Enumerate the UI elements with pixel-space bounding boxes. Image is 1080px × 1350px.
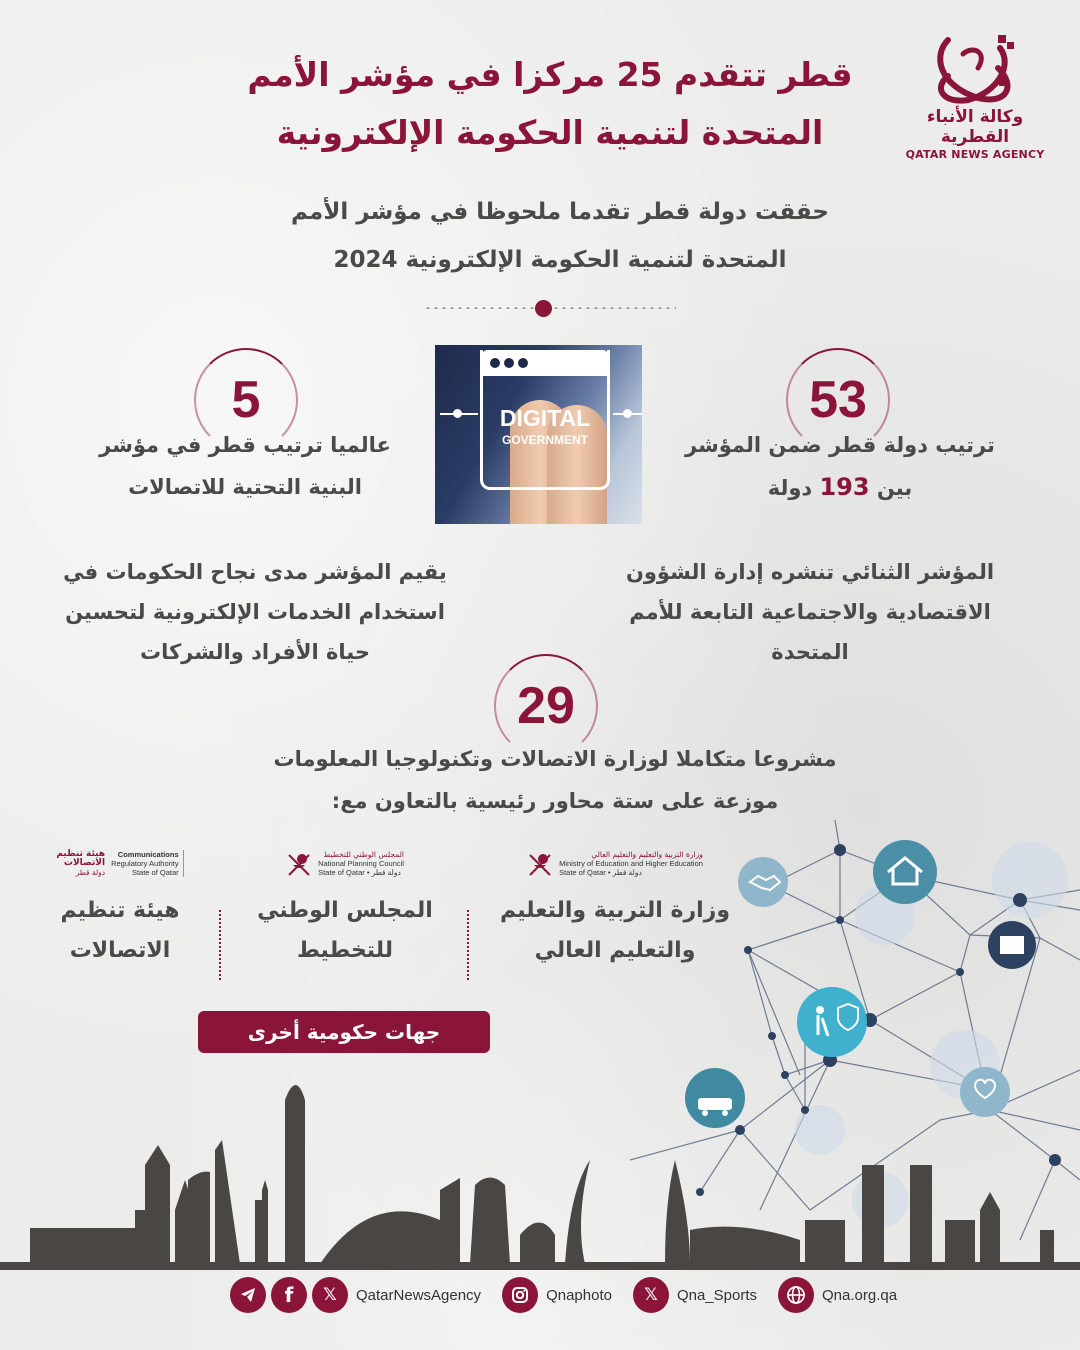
partner-name-line-1: وزارة التربية والتعليم (500, 898, 730, 923)
logo-state: State of Qatar • دولة قطر (559, 868, 642, 877)
logo-text-ar: المجلس الوطني للتخطيط (323, 850, 404, 859)
connector-dot (623, 409, 632, 418)
logo-name-ar: وكالة الأنباء القطرية (926, 107, 1024, 147)
title-line-1: قطر تتقدم 25 مركزا في مؤشر الأمم (247, 55, 853, 94)
stat-53-post: دولة (767, 476, 813, 500)
handle-qna-sports[interactable]: Qna_Sports (676, 1286, 757, 1304)
logo-name-en: QATAR NEWS AGENCY (905, 148, 1045, 161)
image-caption-government: GOVERNMENT (501, 433, 588, 447)
handle-website[interactable]: Qna.org.qa (822, 1286, 898, 1304)
facebook-icon[interactable]: f (271, 1277, 307, 1313)
subtitle-line-2: المتحدة لتنمية الحكومة الإلكترونية 2024 (333, 247, 787, 273)
stat-5-description (70, 424, 420, 508)
subtitle-line-1: حققت دولة قطر تقدما ملحوظا في مؤشر الأمم (290, 199, 830, 225)
paragraph-line: المتحدة (771, 640, 849, 664)
divider-center-dot (535, 300, 552, 317)
handle-qnaphoto[interactable]: Qnaphoto (546, 1286, 612, 1304)
paragraph-line: يقيم المؤشر مدى نجاح الحكومات في (63, 560, 447, 584)
logo-text-ar: وزارة التربية والتعليم والتعليم العالي (591, 850, 703, 859)
connector-dot (453, 409, 462, 418)
partner-national-planning-council (230, 850, 460, 971)
logo-text-ar: الاتصالات (63, 858, 106, 868)
page-title (230, 46, 870, 162)
image-caption-digital: DIGITAL (499, 405, 591, 431)
stat-29-description (230, 738, 880, 822)
cra-logo (20, 850, 220, 877)
stat-29-line-2: موزعة على ستة محاور رئيسية بالتعاون مع: (331, 789, 779, 813)
handle-qatarnewsagency[interactable]: QatarNewsAgency (356, 1286, 482, 1304)
social-footer (230, 1276, 898, 1314)
dotted-divider (424, 300, 676, 316)
stat-53-line-1: ترتيب دولة قطر ضمن المؤشر (685, 433, 995, 457)
instagram-icon[interactable] (502, 1277, 538, 1313)
partner-ministry-of-education (490, 850, 740, 971)
other-government-entities-badge: جهات حكومية أخرى (198, 1011, 490, 1053)
stat-53-line-2 (660, 466, 1020, 509)
telegram-icon[interactable] (230, 1277, 266, 1313)
secure-folder-icon (988, 921, 1036, 969)
logo-text-en: Ministry of Education and Higher Education (559, 859, 703, 868)
globe-icon[interactable] (778, 1277, 814, 1313)
qna-logo (900, 30, 1050, 160)
stat-5-line-2: البنية التحتية للاتصالات (128, 475, 362, 499)
partner-name-line-2: الاتصالات (69, 938, 171, 963)
qatar-emblem-icon (527, 851, 553, 877)
x-icon[interactable]: 𝕏 (633, 1277, 669, 1313)
paragraph-line: المؤشر الثنائي تنشره إدارة الشؤون (625, 560, 995, 584)
title-line-2: المتحدة لتنمية الحكومة الإلكترونية (276, 113, 824, 152)
logo-state: State of Qatar • دولة قطر (318, 868, 401, 877)
home-shield-icon (873, 840, 937, 904)
stat-29-line-1: مشروعا متكاملا لوزارة الاتصالات وتكنولوجيا المعلومات (273, 747, 837, 771)
paragraph-line: حياة الأفراد والشركات (139, 640, 370, 664)
x-icon[interactable]: 𝕏 (312, 1277, 348, 1313)
npc-logo (230, 850, 460, 877)
paragraph-line: الاقتصادية والاجتماعية التابعة للأمم (629, 600, 991, 624)
stat-53-number: 53 (809, 371, 867, 429)
digital-government-image (435, 345, 642, 524)
partner-name-line-1: هيئة تنظيم (60, 898, 180, 923)
moehe-logo (490, 850, 740, 877)
partner-name-line-2: للتخطيط (296, 938, 394, 963)
subtitle (270, 188, 850, 284)
index-purpose-paragraph (40, 552, 470, 672)
logo-text-en: National Planning Council (318, 859, 404, 868)
stat-29-number: 29 (517, 677, 575, 735)
partner-name-line-1: المجلس الوطني (257, 898, 433, 923)
stat-5-number: 5 (231, 371, 261, 429)
stat-53-description (660, 424, 1020, 509)
qna-emblem-icon (928, 30, 1023, 105)
logo-text-en: Regulatory Authority (111, 859, 179, 868)
elderly-care-icon (797, 987, 867, 1057)
handshake-icon (738, 857, 788, 907)
index-publisher-paragraph (600, 552, 1020, 672)
qatar-emblem-icon (286, 851, 312, 877)
stat-5-line-1: عالميا ترتيب قطر في مؤشر (99, 433, 391, 457)
logo-text-en: State of Qatar (131, 868, 179, 877)
logo-text-ar: هيئة تنظيم (56, 849, 106, 859)
doha-skyline (0, 1070, 1080, 1270)
stat-53-pre: بين (876, 476, 913, 500)
logo-text-ar: دولة قطر (75, 868, 106, 877)
partner-separator (467, 910, 469, 980)
partner-name-line-2: والتعليم العالي (534, 938, 696, 963)
logo-text-en: Communications (117, 850, 179, 859)
partner-communications-regulatory-authority (20, 850, 220, 971)
paragraph-line: استخدام الخدمات الإلكترونية لتحسين (65, 600, 445, 624)
stat-53-total-countries: 193 (819, 473, 870, 501)
